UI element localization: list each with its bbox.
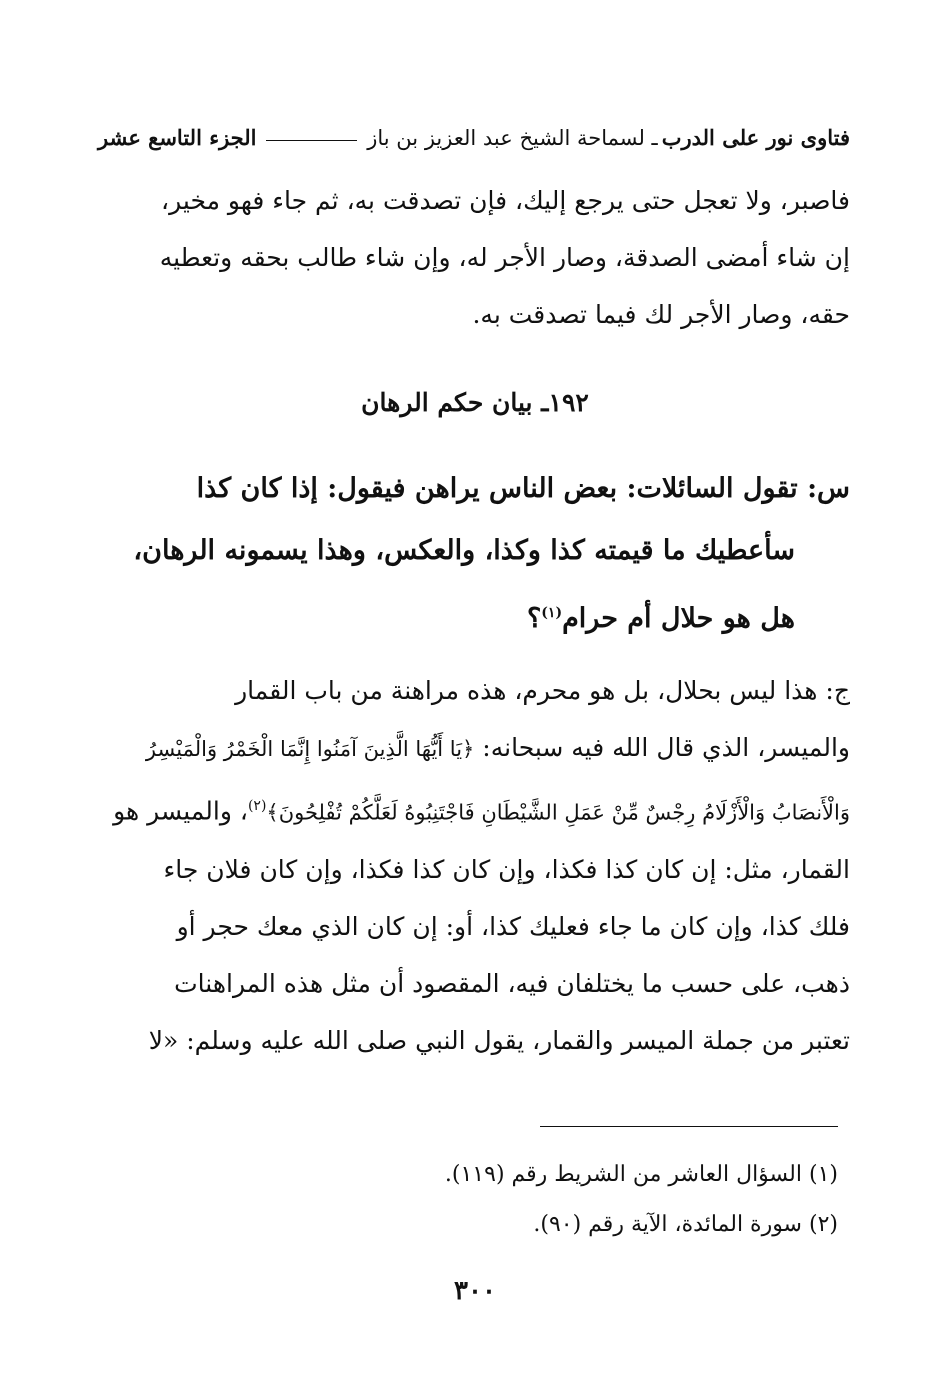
page-number: ٣٠٠	[454, 1276, 496, 1306]
book-title: فتاوى نور على الدرب	[661, 125, 850, 150]
running-header	[98, 104, 850, 150]
footnote-ref-1: (١)	[541, 605, 563, 621]
text-line: حقه، وصار الأجر لك فيما تصدقت به.	[472, 300, 850, 329]
volume-label: الجزء التاسع عشر	[98, 125, 257, 150]
answer-line	[98, 778, 850, 841]
question-mark: ؟	[526, 603, 542, 634]
answer-line: القمار، مثل: إن كان كذا فكذا، وإن كان كذا فكذا، وإن كان فلان جاء	[163, 855, 850, 885]
section-heading: ١٩٢ـ بيان حكم الرهان	[361, 388, 589, 417]
footnote-separator	[540, 1126, 838, 1127]
footnote-ref-2: (٢)	[247, 798, 267, 814]
question-last-text: هل هو حلال أم حرام	[562, 603, 795, 634]
text-line: إن شاء أمضى الصدقة، وصار الأجر له، وإن شاء طالب بحقه وتعطيه	[159, 243, 850, 272]
question-block	[98, 458, 850, 650]
footnote-1: (١) السؤال العاشر من الشريط رقم (١١٩).	[444, 1162, 838, 1187]
quran-verse-continued: وَالْأَنصَابُ وَالْأَزْلَامُ رِجْسٌ مِّنْ عَمَلِ الشَّيْطَانِ فَاجْتَنِبُوهُ لَعَلَّكُمْ تُفْلِحُونَ﴾	[266, 800, 850, 825]
footnotes	[98, 1150, 838, 1250]
answer-line	[98, 719, 850, 778]
quran-verse: ﴿يَا أَيُّهَا الَّذِينَ آمَنُوا إِنَّمَا الْخَمْرُ وَالْمَيْسِرُ	[145, 737, 475, 761]
author-name: ـ لسماحة الشيخ عبد العزيز بن باز	[367, 126, 658, 150]
answer-text: ، والميسر هو	[113, 796, 248, 826]
header-rule	[266, 140, 357, 141]
text-line: فاصبر، ولا تعجل حتى يرجع إليك، فإن تصدقت به، ثم جاء فهو مخير،	[161, 186, 850, 215]
question-line	[98, 582, 850, 650]
question-line: سأعطيك ما قيمته كذا وكذا، والعكس، وهذا يسمونه الرهان،	[133, 535, 795, 566]
question-line: س: تقول السائلات: بعض الناس يراهن فيقول: إذا كان كذا	[196, 473, 850, 504]
answer-paragraph	[98, 662, 850, 1069]
answer-line: ذهب، على حسب ما يختلفان فيه، المقصود أن مثل هذه المراهنات	[174, 969, 850, 999]
footnote-2: (٢) سورة المائدة، الآية رقم (٩٠).	[533, 1212, 838, 1237]
answer-text: والميسر، الذي قال الله فيه سبحانه:	[474, 733, 850, 762]
intro-paragraph	[98, 172, 850, 343]
answer-line: فلك كذا، وإن كان ما جاء فعليك كذا، أو: إن كان الذي معك حجر أو	[176, 912, 850, 942]
answer-line: ج: هذا ليس بحلال، بل هو محرم، هذه مراهنة من باب القمار	[235, 676, 850, 705]
answer-line: تعتبر من جملة الميسر والقمار، يقول النبي صلى الله عليه وسلم: «لا	[148, 1026, 850, 1056]
